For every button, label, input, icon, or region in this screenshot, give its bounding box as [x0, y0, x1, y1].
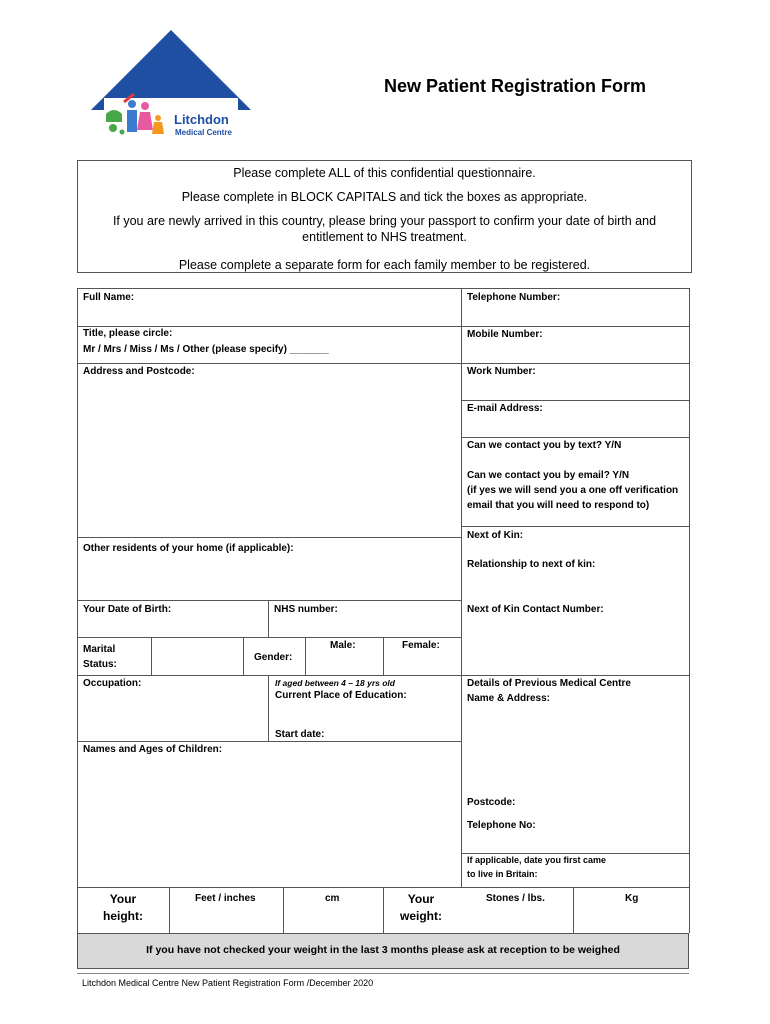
kin-contact-label: Next of Kin Contact Number: [467, 604, 604, 615]
weigh-notice [77, 933, 689, 969]
stones-lbs-label: Stones / lbs. [486, 893, 545, 904]
instruction-line-1: Please complete ALL of this confidential questionnaire. [233, 166, 536, 180]
feet-inches-label: Feet / inches [195, 893, 256, 904]
instruction-line-3: If you are newly arrived in this country, please bring your passport to confirm your date of birth and entitlement to NHS treatment. [112, 214, 657, 244]
logo-name: Litchdon [174, 112, 229, 127]
logo-subtitle: Medical Centre [175, 128, 232, 137]
footer-divider [77, 973, 689, 974]
dob-label: Your Date of Birth: [83, 604, 172, 615]
cm-label: cm [325, 893, 340, 904]
instruction-line-4: Please complete a separate form for each family member to be registered. [178, 258, 591, 272]
title-label: Title, please circle: [83, 328, 173, 339]
marital-status-label: Marital Status: [83, 644, 117, 670]
start-date-label: Start date: [275, 729, 325, 740]
first-came-label: If applicable, date you first came to live in Britain: [467, 855, 607, 879]
litchdon-logo [88, 28, 254, 148]
gender-label: Gender: [254, 652, 293, 663]
work-number-label: Work Number: [467, 366, 536, 377]
occupation-label: Occupation: [83, 678, 142, 689]
page-title: New Patient Registration Form [384, 76, 647, 96]
name-address-label: Name & Address: [467, 693, 550, 704]
weigh-notice-text: If you have not checked your weight in the last 3 months please ask at reception to be weighed [146, 944, 620, 956]
instruction-line-2: Please complete in BLOCK CAPITALS and tick the boxes as appropriate. [181, 190, 588, 204]
nhs-number-label: NHS number: [274, 604, 338, 615]
postcode-label: Postcode: [467, 797, 516, 808]
telephone-label: Telephone Number: [467, 292, 561, 303]
previous-centre-label: Details of Previous Medical Centre [467, 678, 631, 689]
your-height-label: Your height: [103, 892, 143, 923]
kg-label: Kg [625, 893, 639, 904]
aged-between-note: If aged between 4 – 18 yrs old [275, 678, 395, 688]
footer-text: Litchdon Medical Centre New Patient Registration Form /December 2020 [82, 978, 374, 988]
male-label[interactable]: Male: [330, 640, 356, 651]
email-label: E-mail Address: [467, 403, 543, 414]
contact-text-label[interactable]: Can we contact you by text? Y/N [467, 440, 622, 451]
contact-email-label[interactable]: Can we contact you by email? Y/N [467, 470, 630, 481]
other-residents-label: Other residents of your home (if applicable): [83, 543, 294, 554]
relationship-label: Relationship to next of kin: [467, 559, 596, 570]
full-name-label: Full Name: [83, 292, 135, 303]
address-label: Address and Postcode: [83, 366, 195, 377]
your-weight-label: Your weight: [400, 892, 442, 923]
female-label[interactable]: Female: [402, 640, 440, 651]
next-of-kin-label: Next of Kin: [467, 530, 524, 541]
contact-email-note: (if yes we will send you a one off verification email that you will need to respond to) [467, 485, 679, 511]
instructions-box [77, 160, 692, 273]
mobile-label: Mobile Number: [467, 329, 543, 340]
telephone-no-label: Telephone No: [467, 820, 536, 831]
education-label: Current Place of Education: [275, 690, 407, 701]
title-options[interactable]: Mr / Mrs / Miss / Ms / Other (please specify) _______ [83, 344, 329, 355]
children-label: Names and Ages of Children: [83, 744, 223, 755]
